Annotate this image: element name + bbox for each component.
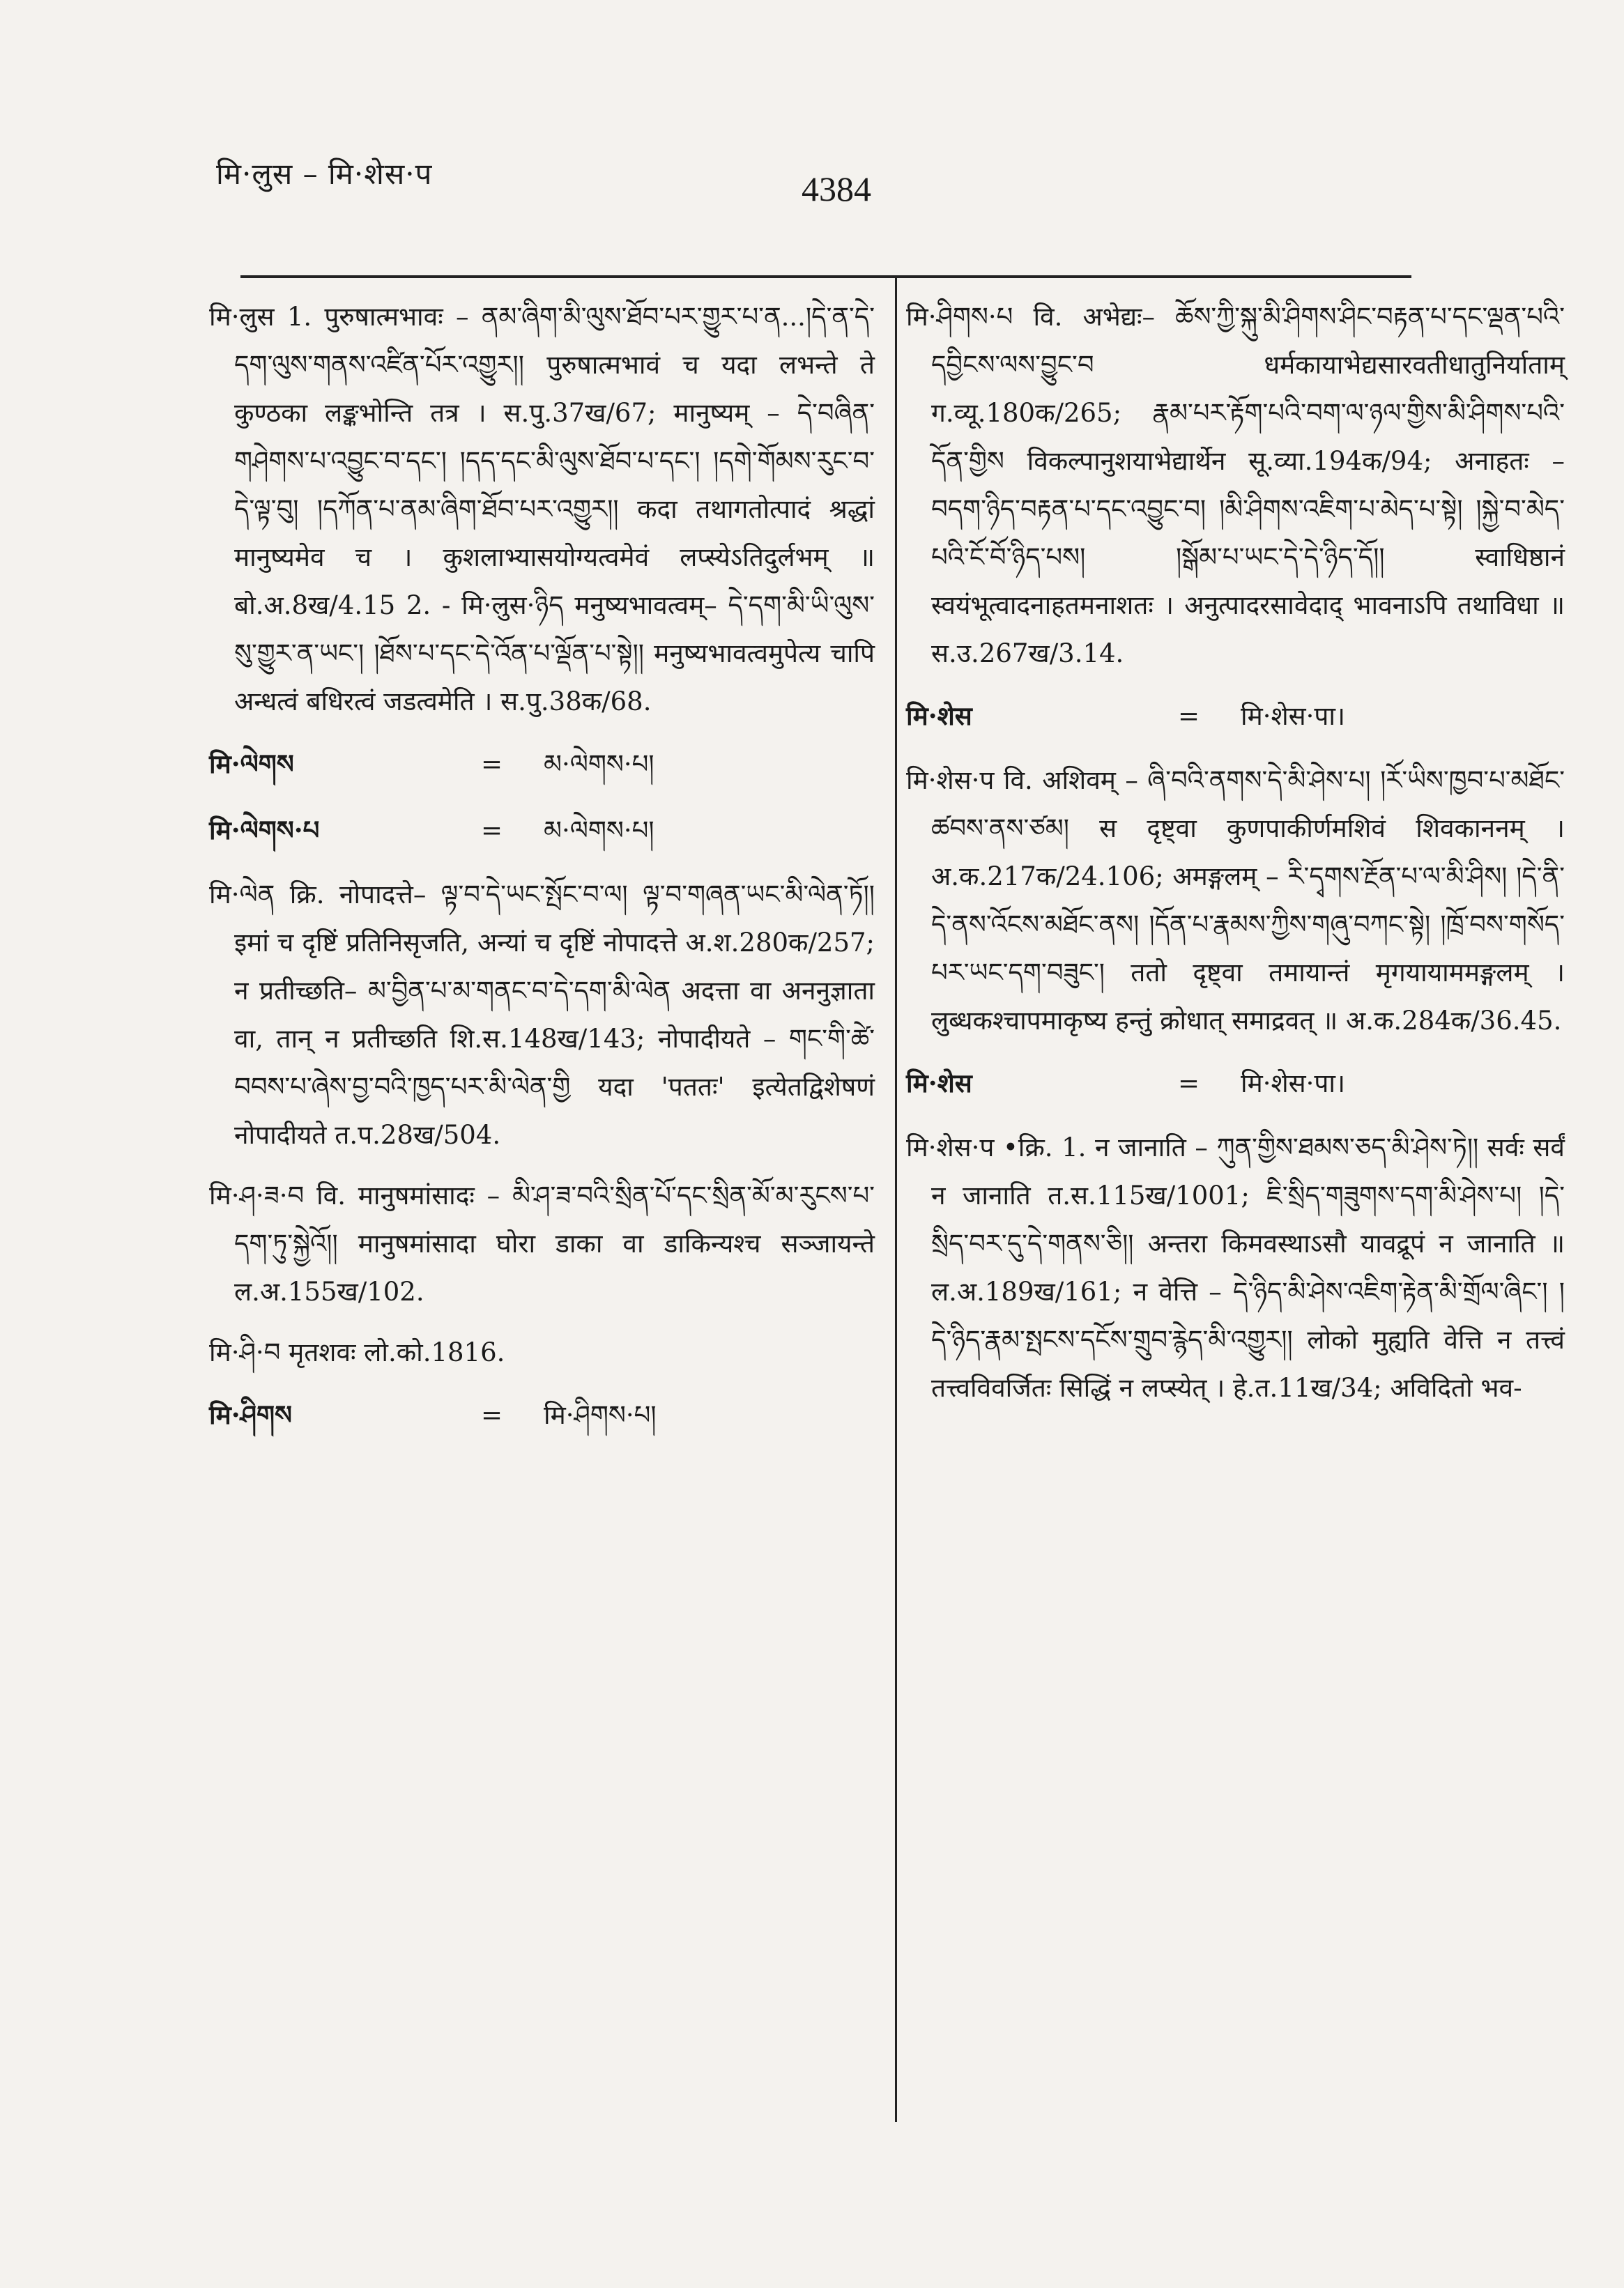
xref-headword: मि·शेस [906,700,972,731]
xref-target: मि·शेस·पा। [1241,1068,1346,1098]
xref-mi-shigs [209,1389,875,1441]
xref-headword: मि·ཤིགས [209,1399,292,1430]
entry-mi-shigs-pa: मि·ཤིགས·པ वि. अभेद्यः– ཆོས་ཀྱི་སྐུ་མི་ཤིགས་ཤིང་བརྟན་པ་དང་ལྡན་པའི་དབྱིངས་ལས་བྱུང་བ धर्मकायाभेद्यसारवतीधातुनिर्याताम् ग.व्यू.180क/265; རྣམ་པར་རྟོག་པའི་བག་ལ་ཉལ་གྱིས་མི་ཤིགས་པའི་དོན་གྱིས विकल्पानुशयाभेद्यार्थेन सू.व्या.194क/94; अनाहतः – བདག་ཉིད་བརྟན་པ་དང་འབྱུང་བ། །མི་ཤིགས་འཇིག་པ་མེད་པ་སྟེ། །སྐྱེ་བ་མེད་པའི་ངོ་བོ་ཉིད་པས། །སྒོམ་པ་ཡང་དེ་དེ་ཉིད་དོ།། स्वाधिष्ठानं स्वयंभूत्वादनाहतमनाशतः । अनुत्पादरसावेदाद् भावनाऽपि तथाविधा ॥ स.उ.267ख/3.14. [906,302,1565,668]
entry-mi-len: मि·ལེན क्रि. नोपादत्ते– ལྟ་བ་དེ་ཡང་སྤོང་བ་ལ། ལྟ་བ་གཞན་ཡང་མི་ལེན་ཏོ།། इमां च दृष्टिं प्रतिनिसृजति, अन्यां च दृष्टिं नोपादत्ते अ.श.280क/257; न प्रतीच्छति– མ་བྱིན་པ་མ་གནང་བ་དེ་དག་མི་ལེན अदत्ता वा अननुज्ञाता वा, तान् न प्रतीच्छति शि.स.148ख/143; नोपादीयते – གང་གི་ཚེ་བབས་པ་ཞེས་བྱ་བའི་ཁྱད་པར་མི་ལེན་གྱི यदा 'पततः' इत्येतद्विशेषणं नोपादीयते त.प.28ख/504. [209,880,875,1150]
entry-mi-sha-za-ba: मि·ཤ·ཟ·བ वि. मानुषमांसादः – མི་ཤ་ཟ་བའི་སྲིན་པོ་དང་སྲིན་མོ་མ་རུངས་པ་དག་ཏུ་སྐྱེའོ།། मानुषमांसादा घोरा डाका वा डाकिन्यश्च सञ्जायन्ते ल.अ.155ख/102. [209,1181,875,1307]
header-rule [240,275,1411,278]
xref-equals: = [481,749,503,779]
xref-equals: = [481,815,503,845]
xref-target: मि·ཤིགས·པ། [544,1400,657,1430]
entry-mi-lus: मि·लुस 1. पुरुषात्मभावः – ནམ་ཞིག་མི་ལུས་ཐོབ་པར་གྱུར་པ་ན...།དེ་ན་དེ་དག་ལུས་གནས་འཛིན་པོར་འགྱུར།། पुरुषात्मभावं च यदा लभन्ते ते कुण्ठका लङ्कभोन्ति तत्र । स.पु.37ख/67; मानुष्यम् – དེ་བཞིན་གཤེགས་པ་འབྱུང་བ་དང་། །དད་དང་མི་ལུས་ཐོབ་པ་དང་། །དགེ་གོམས་རུང་བ་དེ་ལྟ་བུ། །དཀོན་པ་ནམ་ཞིག་ཐོབ་པར་འགྱུར།། कदा तथागतोत्पादं श्रद्धां मानुष्यमेव च । कुशलाभ्यासयोग्यत्वमेवं लप्स्येऽतिदुर्लभम् ॥ बो.अ.8ख/4.15 2. - मि·लुस·ཉིད मनुष्यभावत्वम्– དེ་དག་མི་ཡི་ལུས་སུ་གྱུར་ན་ཡང་། །ཐོས་པ་དང་དེ་འོན་པ་ལྡོན་པ་སྟེ།། मनुष्यभावत्वमुपेत्य चापि अन्धत्वं बधिरत्वं जडत्वमेति । स.पु.38क/68. [209,302,875,716]
xref-target: མ·ལེགས·པ། [544,749,654,779]
column-divider [895,275,897,2122]
right-column [906,293,1565,1425]
xref-mi-legs-pa [209,804,875,857]
xref-target: मि·शेस·पा। [1241,701,1346,731]
xref-equals: = [1178,701,1200,731]
xref-equals: = [1178,1068,1200,1098]
xref-mi-shes [906,690,1565,742]
left-column [209,293,875,1455]
entry-mi-shi-ba: मि·ཤི·བ मृतशवः लो.को.1816. [209,1337,505,1367]
xref-target: མ·ལེགས·པ། [544,815,654,845]
entry-mi-shes-pa-na-janati: मि·शेस·प •क्रि. 1. न जानाति – ཀུན་གྱིས་ཐམས་ཅད་མི་ཤེས་ཏེ།། सर्वः सर्वं न जानाति त.स.115ख/1001; ཇི་སྲིད་གཟུགས་དག་མི་ཤེས་པ། །དེ་སྲིད་བར་དུ་དེ་གནས་ཅི།། अन्तरा किमवस्थाऽसौ यावद्रूपं न जानाति ॥ ल.अ.189ख/161; न वेत्ति – དེ་ཉིད་མི་ཤེས་འཇིག་རྟེན་མི་གྲོལ་ཞིང་། །དེ་ཉིད་རྣམ་སྤངས་དངོས་གྲུབ་རྙེད་མི་འགྱུར།། लोको मुह्यति वेत्ति न तत्त्वं तत्त्वविवर्जितः सिद्धिं न लप्स्येत् । हे.त.11ख/34; अविदितो भव- [906,1133,1565,1403]
xref-headword: मि·शेस [906,1068,972,1098]
xref-headword: मि·ལེགས·པ [209,815,320,845]
entry-mi-shes-pa-ashivam: मि·शेस·प वि. अशिवम् – ཞི་བའི་ནགས་དེ་མི་ཤེས་པ། །རོ་ཡིས་ཁྱབ་པ་མཐོང་ཚབས་ནས་ཙམ། स दृष्ट्वा कुणपाकीर्णमशिवं शिवकाननम् । अ.क.217क/24.106; अमङ्गलम् – རི་དྭགས་རྔོན་པ་ལ་མི་ཤིས། །དེ་ནི་དེ་ནས་འོངས་མཐོང་ནས། །དོན་པ་རྣམས་ཀྱིས་གཞུ་བཀང་སྟེ། །ཁྲོ་བས་གསོད་པར་ཡང་དག་བཟུང་། ततो दृष्ट्वा तमायान्तं मृगयायाममङ्गलम् । लुब्धकश्चापमाकृष्य हन्तुं क्रोधात् समाद्रवत् ॥ अ.क.284क/36.45. [906,765,1565,1036]
xref-mi-shes-2 [906,1057,1565,1110]
xref-mi-legs [209,738,875,790]
xref-headword: मि·ལེགས [209,748,294,779]
running-head: मि·लुस – मि·शेस·प [216,157,433,191]
page-number: 4384 [802,169,871,208]
xref-equals: = [481,1400,503,1430]
